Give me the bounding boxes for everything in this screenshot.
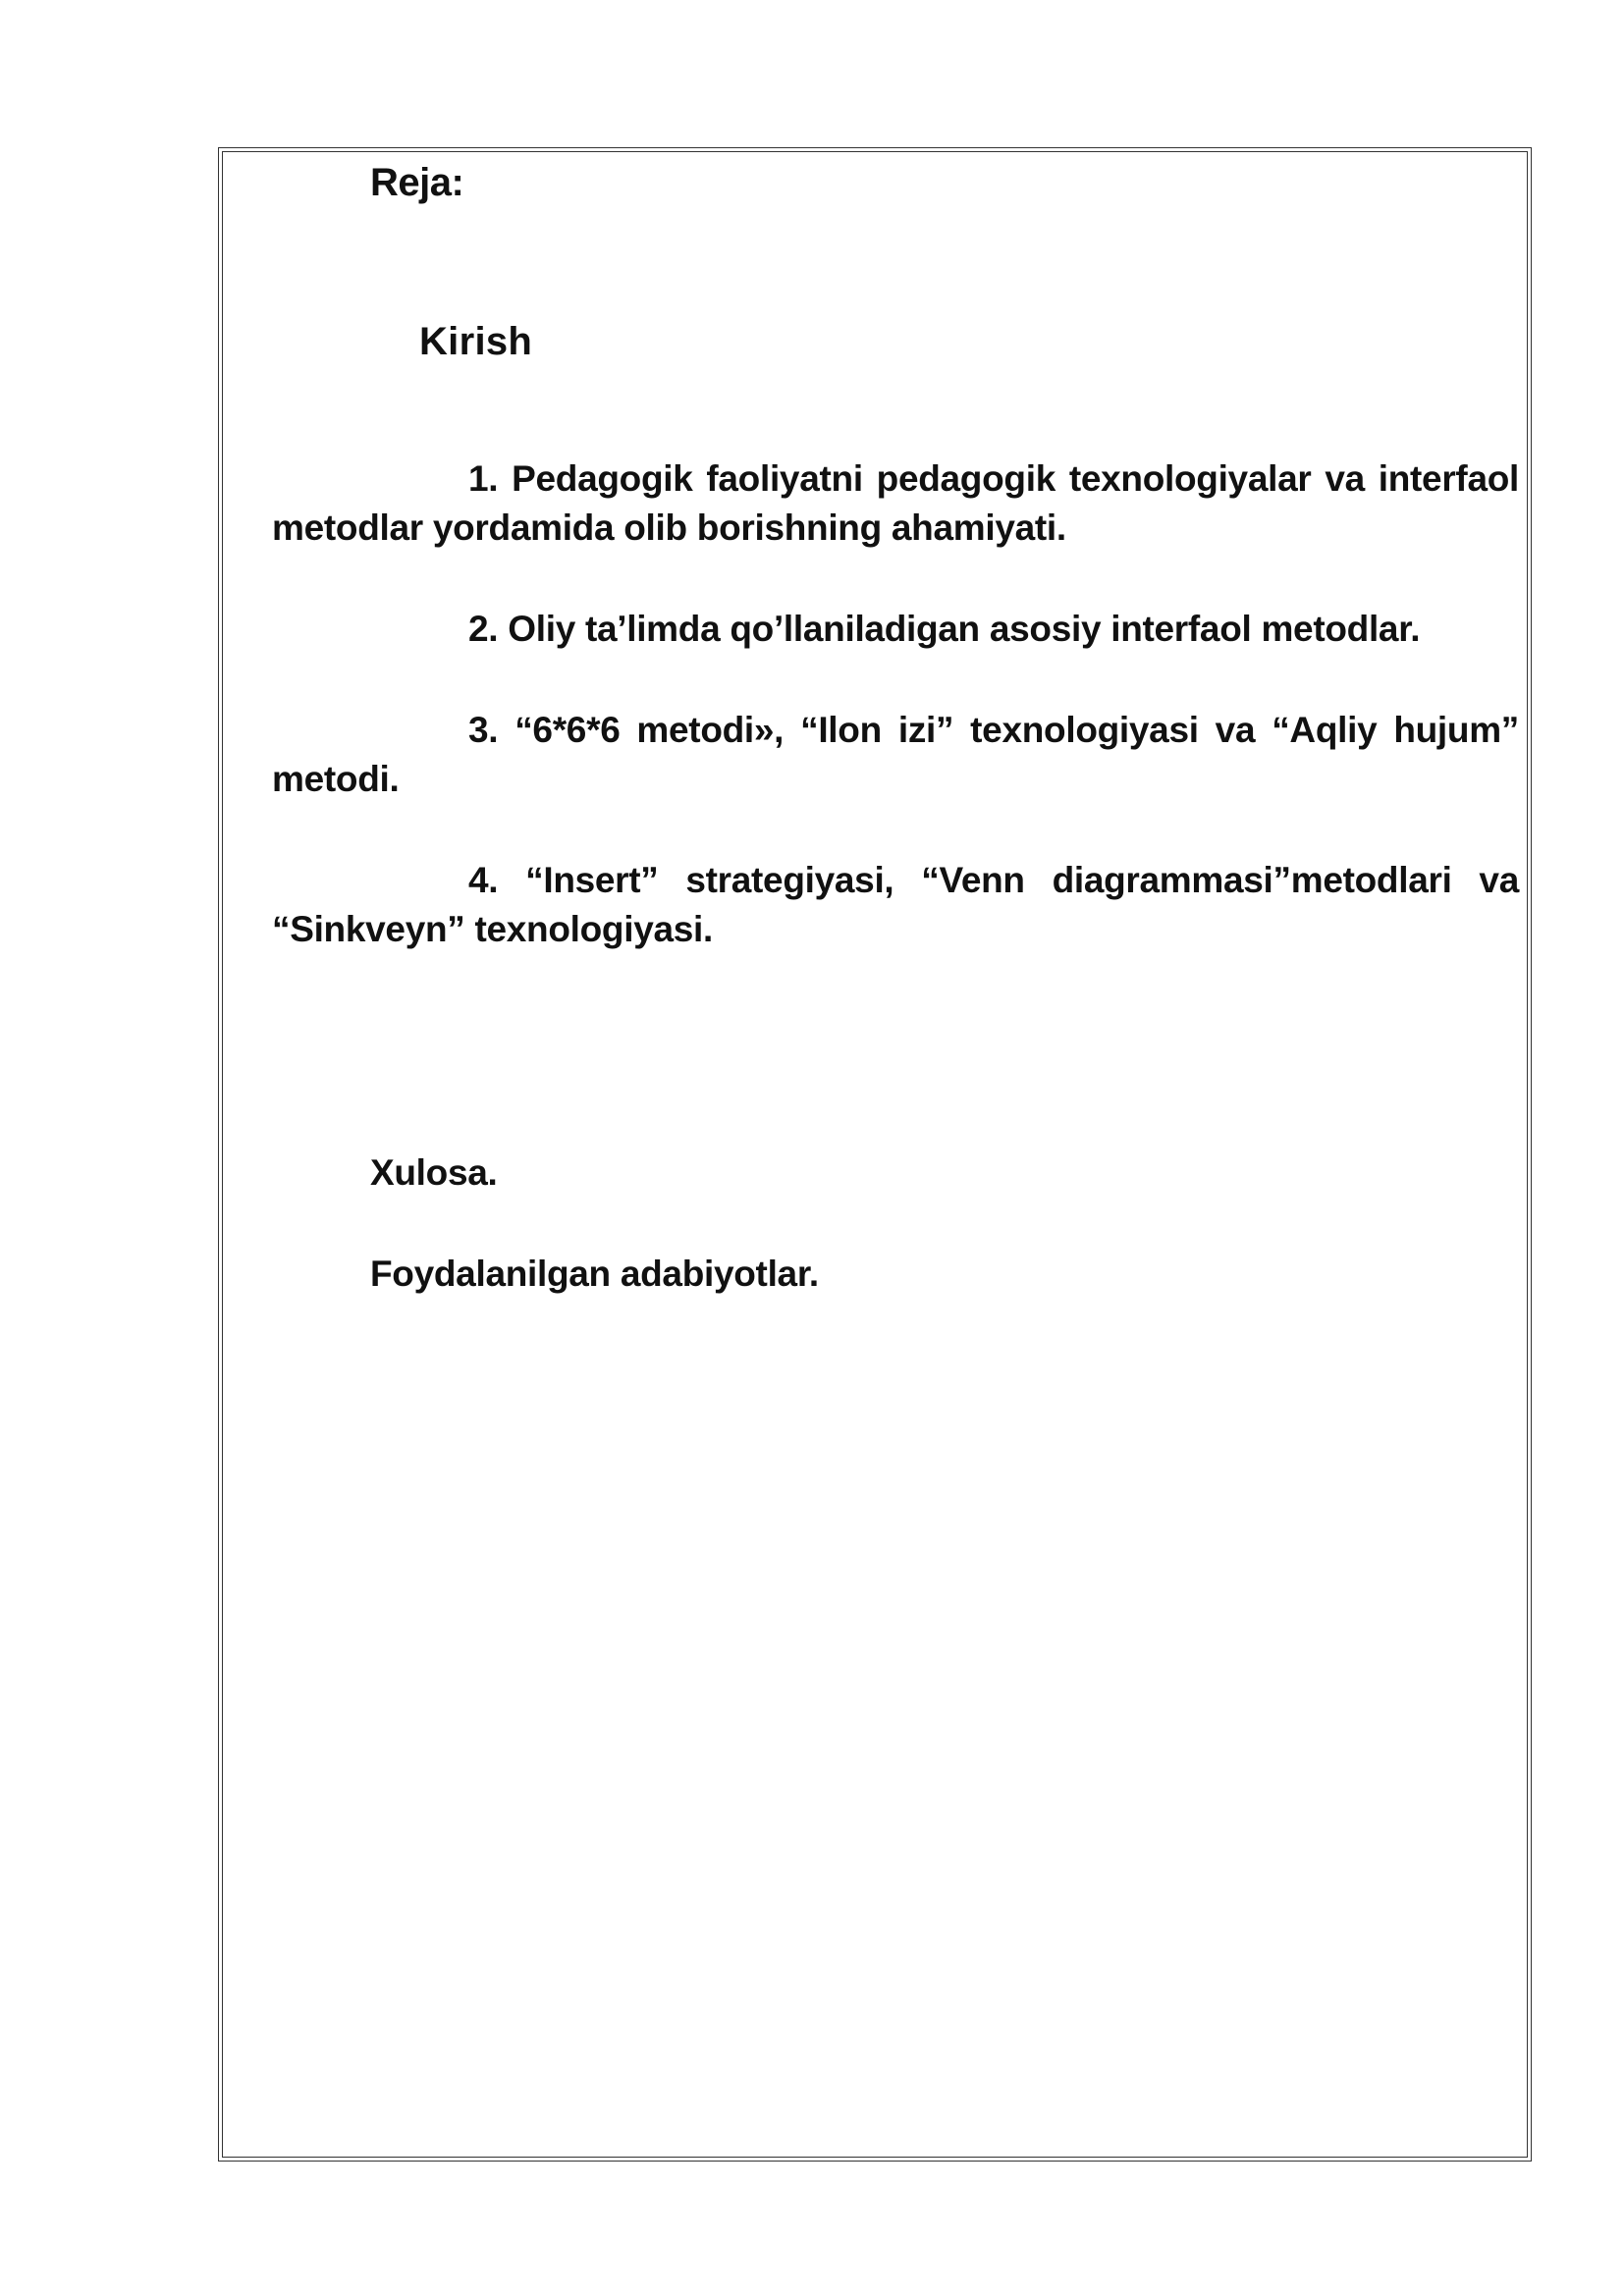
plan-item-4 — [272, 856, 1519, 954]
plan-item-3 — [272, 706, 1519, 804]
plan-item-number: 3. — [468, 710, 499, 750]
plan-item-1 — [272, 454, 1519, 553]
plan-item-number: 1. — [468, 458, 499, 499]
plan-item-text: “6*6*6 metodi», “Ilon izi” texnologiyasi va “Aqliy hujum” metodi. — [272, 710, 1519, 799]
plan-item-number: 2. — [468, 609, 499, 649]
plan-item-2 — [272, 605, 1519, 654]
introduction-heading: Kirish — [419, 320, 533, 363]
plan-title: Reja: — [370, 161, 464, 204]
plan-item-text: “Insert” strategiyasi, “Venn diagrammasi”metodlari va “Sinkveyn” texnologiyasi. — [272, 860, 1519, 949]
plan-item-text: Pedagogik faoliyatni pedagogik texnologiyalar va interfaol metodlar yordamida olib borishning ahamiyati. — [272, 458, 1519, 548]
conclusion-heading: Xulosa. — [370, 1152, 498, 1193]
plan-item-text: Oliy ta’limda qo’llaniladigan asosiy interfaol metodlar. — [508, 609, 1421, 649]
plan-item-number: 4. — [468, 860, 499, 900]
references-heading: Foydalanilgan adabiyotlar. — [370, 1254, 819, 1294]
